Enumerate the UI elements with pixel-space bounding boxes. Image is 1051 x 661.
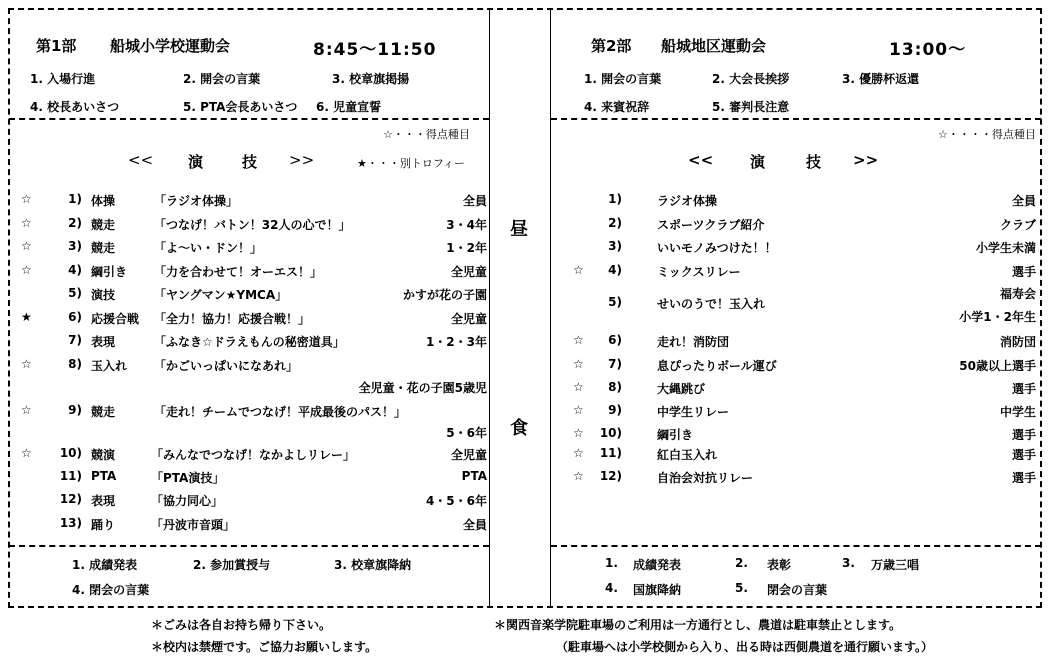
part2-closing-num: 3.: [842, 556, 855, 570]
event-category: 演技: [91, 288, 116, 302]
event-mark: ☆: [573, 403, 584, 417]
event-category: 競演: [91, 448, 116, 462]
event-participants: 4・5・6年: [425, 494, 487, 508]
event-participants: 全員: [462, 518, 487, 532]
part1-title-name: 船城小学校運動会: [110, 37, 231, 55]
part2-closing-label: 万歳三唱: [871, 558, 920, 572]
part1-closing-item: 1. 成績発表: [72, 558, 138, 572]
event-participants: 中学生: [999, 405, 1036, 419]
event-category: 競走: [91, 405, 116, 419]
event-participants: 50歳以上選手: [959, 359, 1036, 373]
lunch-char-1: 昼: [510, 219, 528, 240]
event-participants: 5・6年: [446, 426, 487, 440]
event-mark: ☆: [573, 263, 584, 277]
part2-header-separator: [551, 118, 1041, 120]
event-number: 6): [608, 333, 622, 347]
event-mark: ☆: [21, 446, 32, 460]
event-participants: 1・2年: [446, 241, 487, 255]
event-participants: 小学生未満: [975, 241, 1036, 255]
column-divider-right: [550, 9, 551, 607]
event-number: 11): [599, 446, 622, 460]
part2-closing-label: 国旗降納: [633, 583, 682, 597]
event-number: 8): [608, 380, 622, 394]
event-name: 中学生リレー: [657, 405, 730, 419]
event-participants: 全児童: [450, 312, 487, 326]
part2-closing-num: 4.: [605, 581, 618, 595]
event-name: 「ふなき☆ドラえもんの秘密道具」: [154, 335, 345, 349]
event-mark: ☆: [21, 216, 32, 230]
part2-closing-separator: [551, 545, 1041, 547]
part2-closing-num: 2.: [735, 556, 748, 570]
event-number: 12): [59, 492, 82, 506]
footer-note-smoking: ＊校内は禁煙です。ご協力お願いします。: [151, 640, 378, 654]
event-name: 「PTA演技」: [151, 471, 225, 485]
event-category: 応援合戦: [91, 312, 140, 326]
event-name: ラジオ体操: [657, 194, 718, 208]
event-number: 7): [68, 333, 82, 347]
event-participants: クラブ: [999, 218, 1036, 232]
part1-closing-item: 2. 参加賞授与: [193, 558, 271, 572]
part1-opening-item: 6. 児童宣誓: [316, 100, 382, 114]
part2-events-title-a: 演: [750, 153, 766, 171]
part1-opening-item: 2. 開会の言葉: [183, 72, 261, 86]
part2-closing-label: 閉会の言葉: [767, 583, 828, 597]
event-participants: 選手: [1011, 448, 1036, 462]
event-participants-secondary: 小学1・2年生: [959, 310, 1036, 324]
event-participants: 選手: [1011, 382, 1036, 396]
event-name: 「ラジオ体操」: [154, 194, 239, 208]
event-category: 体操: [91, 194, 116, 208]
event-participants: 1・2・3年: [425, 335, 487, 349]
part1-title-part: 第1部: [36, 37, 77, 55]
part1-closing-separator: [9, 545, 489, 547]
part1-legend-trophy: ★・・・別トロフィー: [357, 157, 465, 170]
event-participants: 選手: [1011, 428, 1036, 442]
event-name: せいのうで！玉入れ: [657, 297, 766, 311]
part1-opening-item: 5. PTA会長あいさつ: [183, 100, 298, 114]
event-name: 「ヤングマン★YMCA」: [154, 288, 288, 302]
event-name: 「つなげ！バトン！32人の心で！」: [154, 218, 351, 232]
part2-events-title-b: 技: [806, 153, 822, 171]
event-participants: PTA: [461, 469, 487, 483]
event-name: ミックスリレー: [657, 265, 741, 279]
event-name: 大縄跳び: [657, 382, 706, 396]
event-number: 5): [608, 295, 622, 309]
part2-closing-num: 5.: [735, 581, 748, 595]
event-mark: ☆: [21, 357, 32, 371]
event-name: 走れ！消防団: [657, 335, 730, 349]
event-participants: 選手: [1011, 471, 1036, 485]
event-number: 5): [68, 286, 82, 300]
event-mark: ☆: [21, 263, 32, 277]
event-name: いいモノみつけた！！: [657, 241, 777, 255]
lunch-char-2: 食: [510, 418, 528, 439]
part1-events-title-right: >>: [289, 151, 315, 169]
event-category: 表現: [91, 494, 116, 508]
event-participants: かすが花の子園: [402, 288, 487, 302]
event-participants: 全員: [1011, 194, 1036, 208]
event-number: 1): [608, 192, 622, 206]
event-name: 「みんなでつなげ！なかよしリレー」: [151, 448, 356, 462]
event-number: 2): [68, 216, 82, 230]
event-participants: 全員: [462, 194, 487, 208]
part1-header-separator: [9, 118, 489, 120]
event-number: 12): [599, 469, 622, 483]
event-mark: ☆: [573, 446, 584, 460]
event-name: 綱引き: [657, 428, 694, 442]
event-number: 8): [68, 357, 82, 371]
part1-events-title-b: 技: [242, 153, 258, 171]
event-category: 競走: [91, 218, 116, 232]
part2-opening-item: 4. 来賓祝辞: [584, 100, 650, 114]
event-mark: ☆: [573, 426, 584, 440]
part2-opening-item: 5. 審判長注意: [712, 100, 790, 114]
event-participants: 全児童・花の子園5歳児: [358, 381, 487, 395]
event-participants: 選手: [1011, 265, 1036, 279]
part1-closing-item: 4. 閉会の言葉: [72, 583, 150, 597]
event-mark: ☆: [573, 380, 584, 394]
event-mark: ☆: [21, 403, 32, 417]
event-mark: ☆: [573, 333, 584, 347]
event-category: 踊り: [91, 518, 116, 532]
event-name: 「かごいっぱいになあれ」: [154, 359, 299, 373]
event-number: 10): [59, 446, 82, 460]
event-number: 4): [68, 263, 82, 277]
event-number: 6): [68, 310, 82, 324]
part2-events-title-left: <<: [688, 151, 714, 169]
event-name: 息ぴったりボール運び: [657, 359, 777, 373]
event-category: PTA: [91, 469, 117, 483]
part1-events-title-a: 演: [188, 153, 204, 171]
footer-note-parking-route: （駐車場へは小学校側から入り、出る時は西側農道を通行願います。）: [556, 640, 934, 654]
footer-note-parking: ＊関西音楽学院駐車場のご利用は一方通行とし、農道は駐車禁止とします。: [494, 618, 902, 632]
part2-legend-points: ☆・・・・得点種目: [938, 128, 1036, 141]
event-number: 2): [608, 216, 622, 230]
event-mark: ☆: [21, 239, 32, 253]
event-number: 1): [68, 192, 82, 206]
part1-closing-item: 3. 校章旗降納: [334, 558, 412, 572]
event-number: 10): [599, 426, 622, 440]
part1-opening-item: 4. 校長あいさつ: [30, 100, 120, 114]
event-name: スポーツクラブ紹介: [657, 218, 765, 232]
event-number: 11): [59, 469, 82, 483]
event-number: 3): [68, 239, 82, 253]
event-participants: 3・4年: [446, 218, 487, 232]
part2-events-title-right: >>: [853, 151, 879, 169]
event-participants: 消防団: [999, 335, 1036, 349]
event-number: 9): [68, 403, 82, 417]
part2-closing-label: 表彰: [767, 558, 792, 572]
part2-opening-item: 2. 大会長挨拶: [712, 72, 790, 86]
event-category: 綱引き: [91, 265, 128, 279]
event-name: 「走れ！チームでつなげ！平成最後のパス！」: [154, 405, 407, 419]
event-number: 3): [608, 239, 622, 253]
event-name: 自治会対抗リレー: [657, 471, 754, 485]
event-name: 「よ〜い・ドン！」: [154, 241, 263, 255]
part2-opening-item: 3. 優勝杯返還: [842, 72, 920, 86]
part1-opening-item: 1. 入場行進: [30, 72, 96, 86]
part1-opening-item: 3. 校章旗掲揚: [332, 72, 410, 86]
event-number: 4): [608, 263, 622, 277]
part1-events-title-left: <<: [128, 151, 154, 169]
event-name: 「力を合わせて！オーエス！」: [154, 265, 323, 279]
part1-title-time: 8:45〜11:50: [313, 40, 437, 60]
event-category: 表現: [91, 335, 116, 349]
event-number: 9): [608, 403, 622, 417]
event-number: 13): [59, 516, 82, 530]
event-mark: ☆: [21, 192, 32, 206]
event-participants: 福寿会: [999, 287, 1036, 301]
event-category: 玉入れ: [91, 359, 128, 373]
footer-note-garbage: ＊ごみは各自お持ち帰り下さい。: [151, 618, 332, 632]
event-mark: ☆: [573, 357, 584, 371]
event-name: 「全力！協力！応援合戦！」: [154, 312, 311, 326]
part2-title-part: 第2部: [591, 37, 632, 55]
event-name: 「丹波市音頭」: [151, 518, 236, 532]
part2-opening-item: 1. 開会の言葉: [584, 72, 662, 86]
part2-closing-label: 成績発表: [633, 558, 682, 572]
event-mark: ★: [21, 310, 32, 324]
part2-title-name: 船城地区運動会: [661, 37, 767, 55]
event-participants: 全児童: [450, 265, 487, 279]
part2-closing-num: 1.: [605, 556, 618, 570]
event-name: 紅白玉入れ: [657, 448, 718, 462]
event-mark: ☆: [573, 469, 584, 483]
column-divider-left: [489, 9, 490, 607]
event-participants: 全児童: [450, 448, 487, 462]
event-number: 7): [608, 357, 622, 371]
event-name: 「協力同心」: [151, 494, 224, 508]
event-category: 競走: [91, 241, 116, 255]
part2-title-time: 13:00〜: [889, 40, 967, 60]
part1-legend-points: ☆・・・得点種目: [383, 128, 470, 141]
